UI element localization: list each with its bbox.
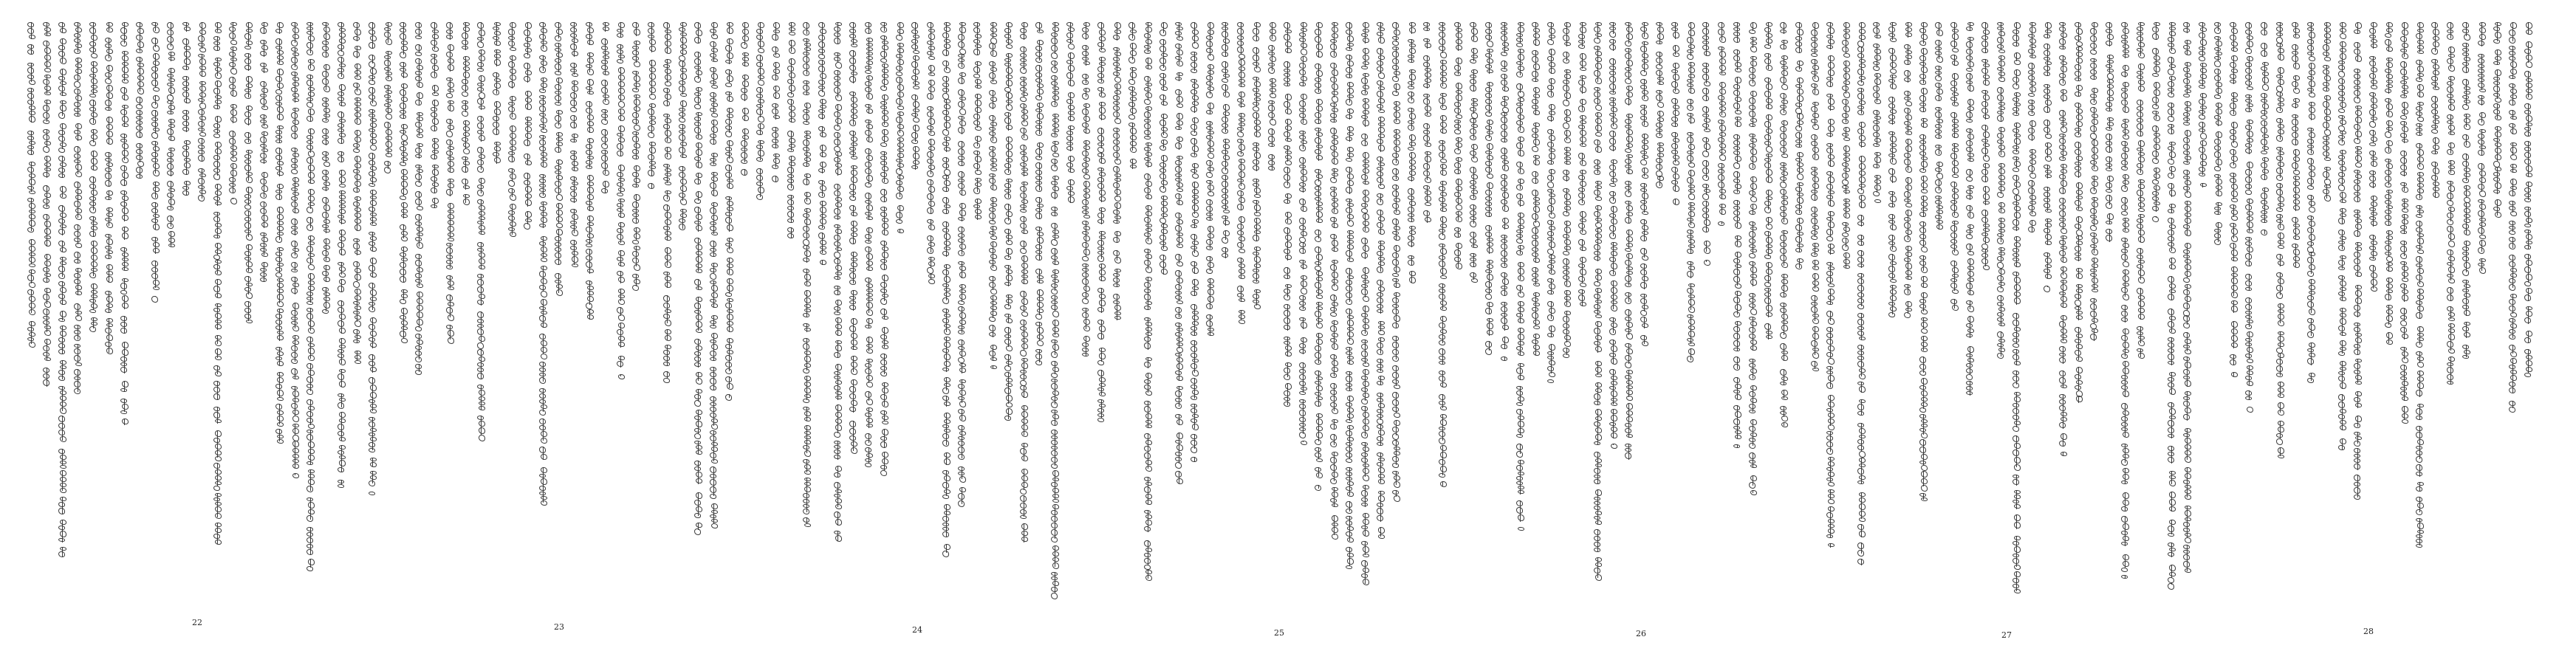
- page-number: 26: [1636, 629, 1646, 638]
- page-number: 23: [554, 622, 564, 632]
- page-number: 27: [2001, 630, 2012, 640]
- page-number: 25: [1274, 628, 1284, 638]
- page-number: 28: [2363, 627, 2374, 636]
- page-number: 22: [192, 618, 202, 627]
- page-number: 24: [912, 625, 922, 635]
